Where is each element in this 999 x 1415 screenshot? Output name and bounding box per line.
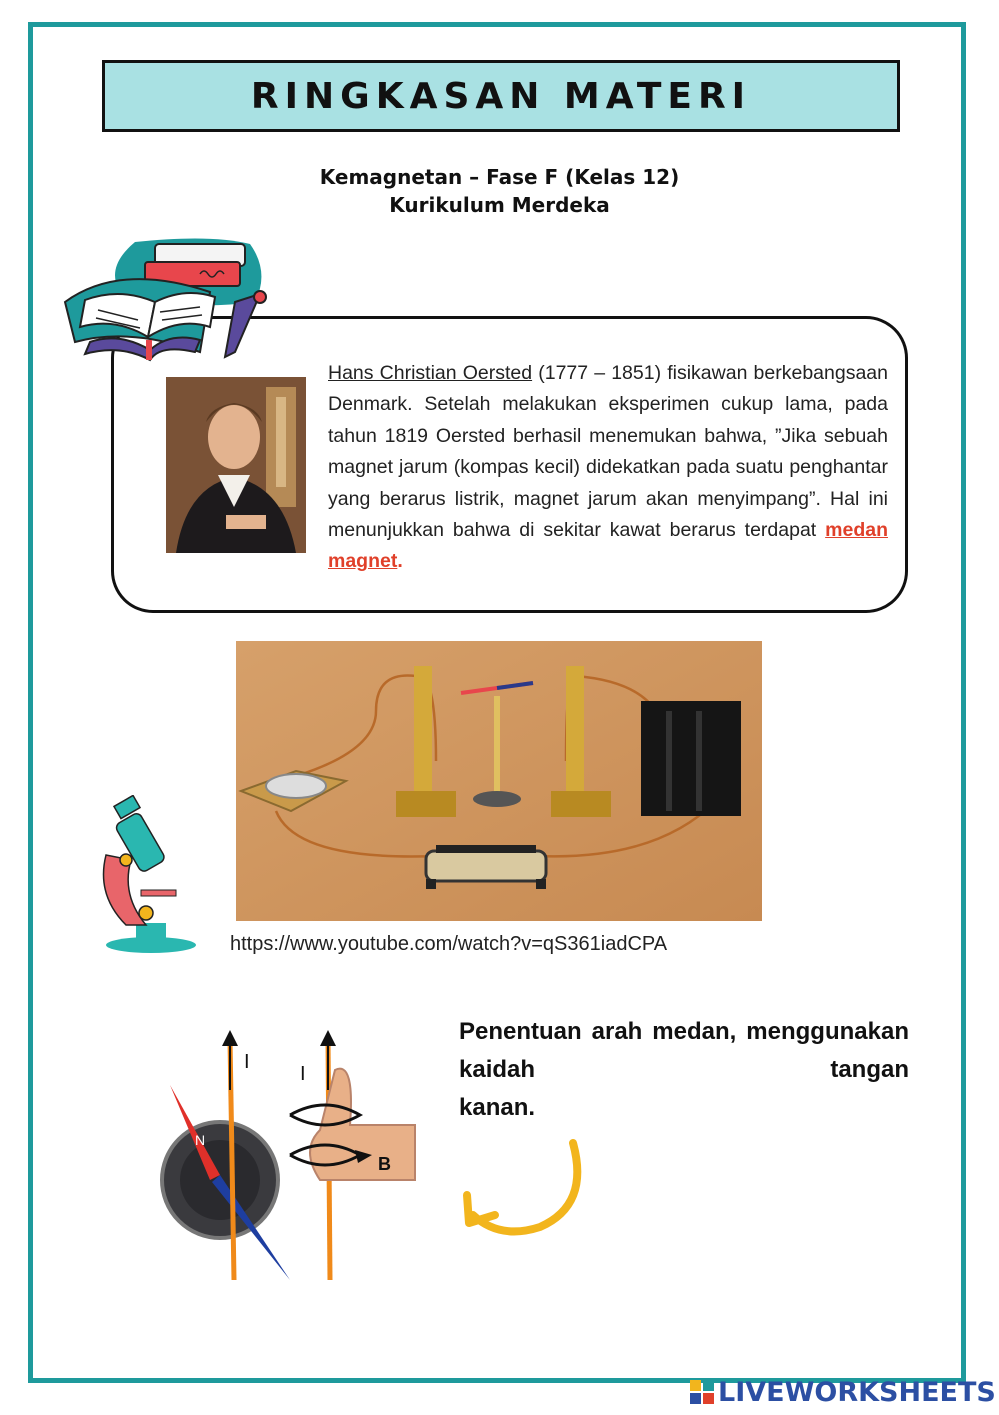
books-illustration bbox=[60, 232, 280, 382]
current-label-right: I bbox=[300, 1063, 306, 1085]
subtitle-topic: Kemagnetan – Fase F (Kelas 12) bbox=[319, 165, 680, 189]
oersted-experiment-image bbox=[236, 641, 762, 921]
video-url[interactable]: https://www.youtube.com/watch?v=qS361iadCPA bbox=[230, 933, 668, 955]
liveworksheets-logo-icon bbox=[690, 1380, 714, 1404]
curved-arrow-icon bbox=[455, 1135, 595, 1245]
north-label: N bbox=[195, 1132, 206, 1148]
title-banner bbox=[102, 60, 900, 132]
highlight-period: . bbox=[397, 550, 403, 573]
magnetic-field-highlight: medan magnet bbox=[328, 519, 888, 573]
oersted-portrait bbox=[166, 377, 306, 553]
scientist-name: Hans Christian Oersted bbox=[328, 362, 533, 384]
right-hand-rule-text bbox=[459, 1013, 909, 1127]
biography-body: (1777 – 1851) fisikawan berkebangsaan Denmark. Setelah melakukan eksperimen cukup lama, pada tahun 1819 Oersted berhasil menemukan bahwa, ”Jika sebuah magnet jarum (kompas kecil) didekatkan pada suatu penghantar yang berarus listrik, magnet jarum akan menyimpang”. Hal ini menunjukkan bahwa di sekitar kawat berarus terdapat bbox=[328, 362, 888, 542]
biography-text bbox=[328, 358, 888, 578]
page-title: RINGKASAN MATERI bbox=[250, 75, 752, 117]
logo-text: LIVEWORKSHEETS bbox=[718, 1376, 996, 1408]
rule-text-main: Penentuan arah medan, menggunakan kaidah tangan bbox=[459, 1018, 909, 1083]
right-hand-rule-figure bbox=[150, 1030, 425, 1285]
liveworksheets-logo bbox=[690, 1375, 996, 1409]
subtitle-curriculum: Kurikulum Merdeka bbox=[389, 193, 610, 217]
microscope-icon bbox=[96, 795, 206, 955]
current-label-left: I bbox=[244, 1051, 250, 1073]
rule-text-last: kanan. bbox=[459, 1094, 536, 1121]
field-label: B bbox=[378, 1154, 391, 1174]
